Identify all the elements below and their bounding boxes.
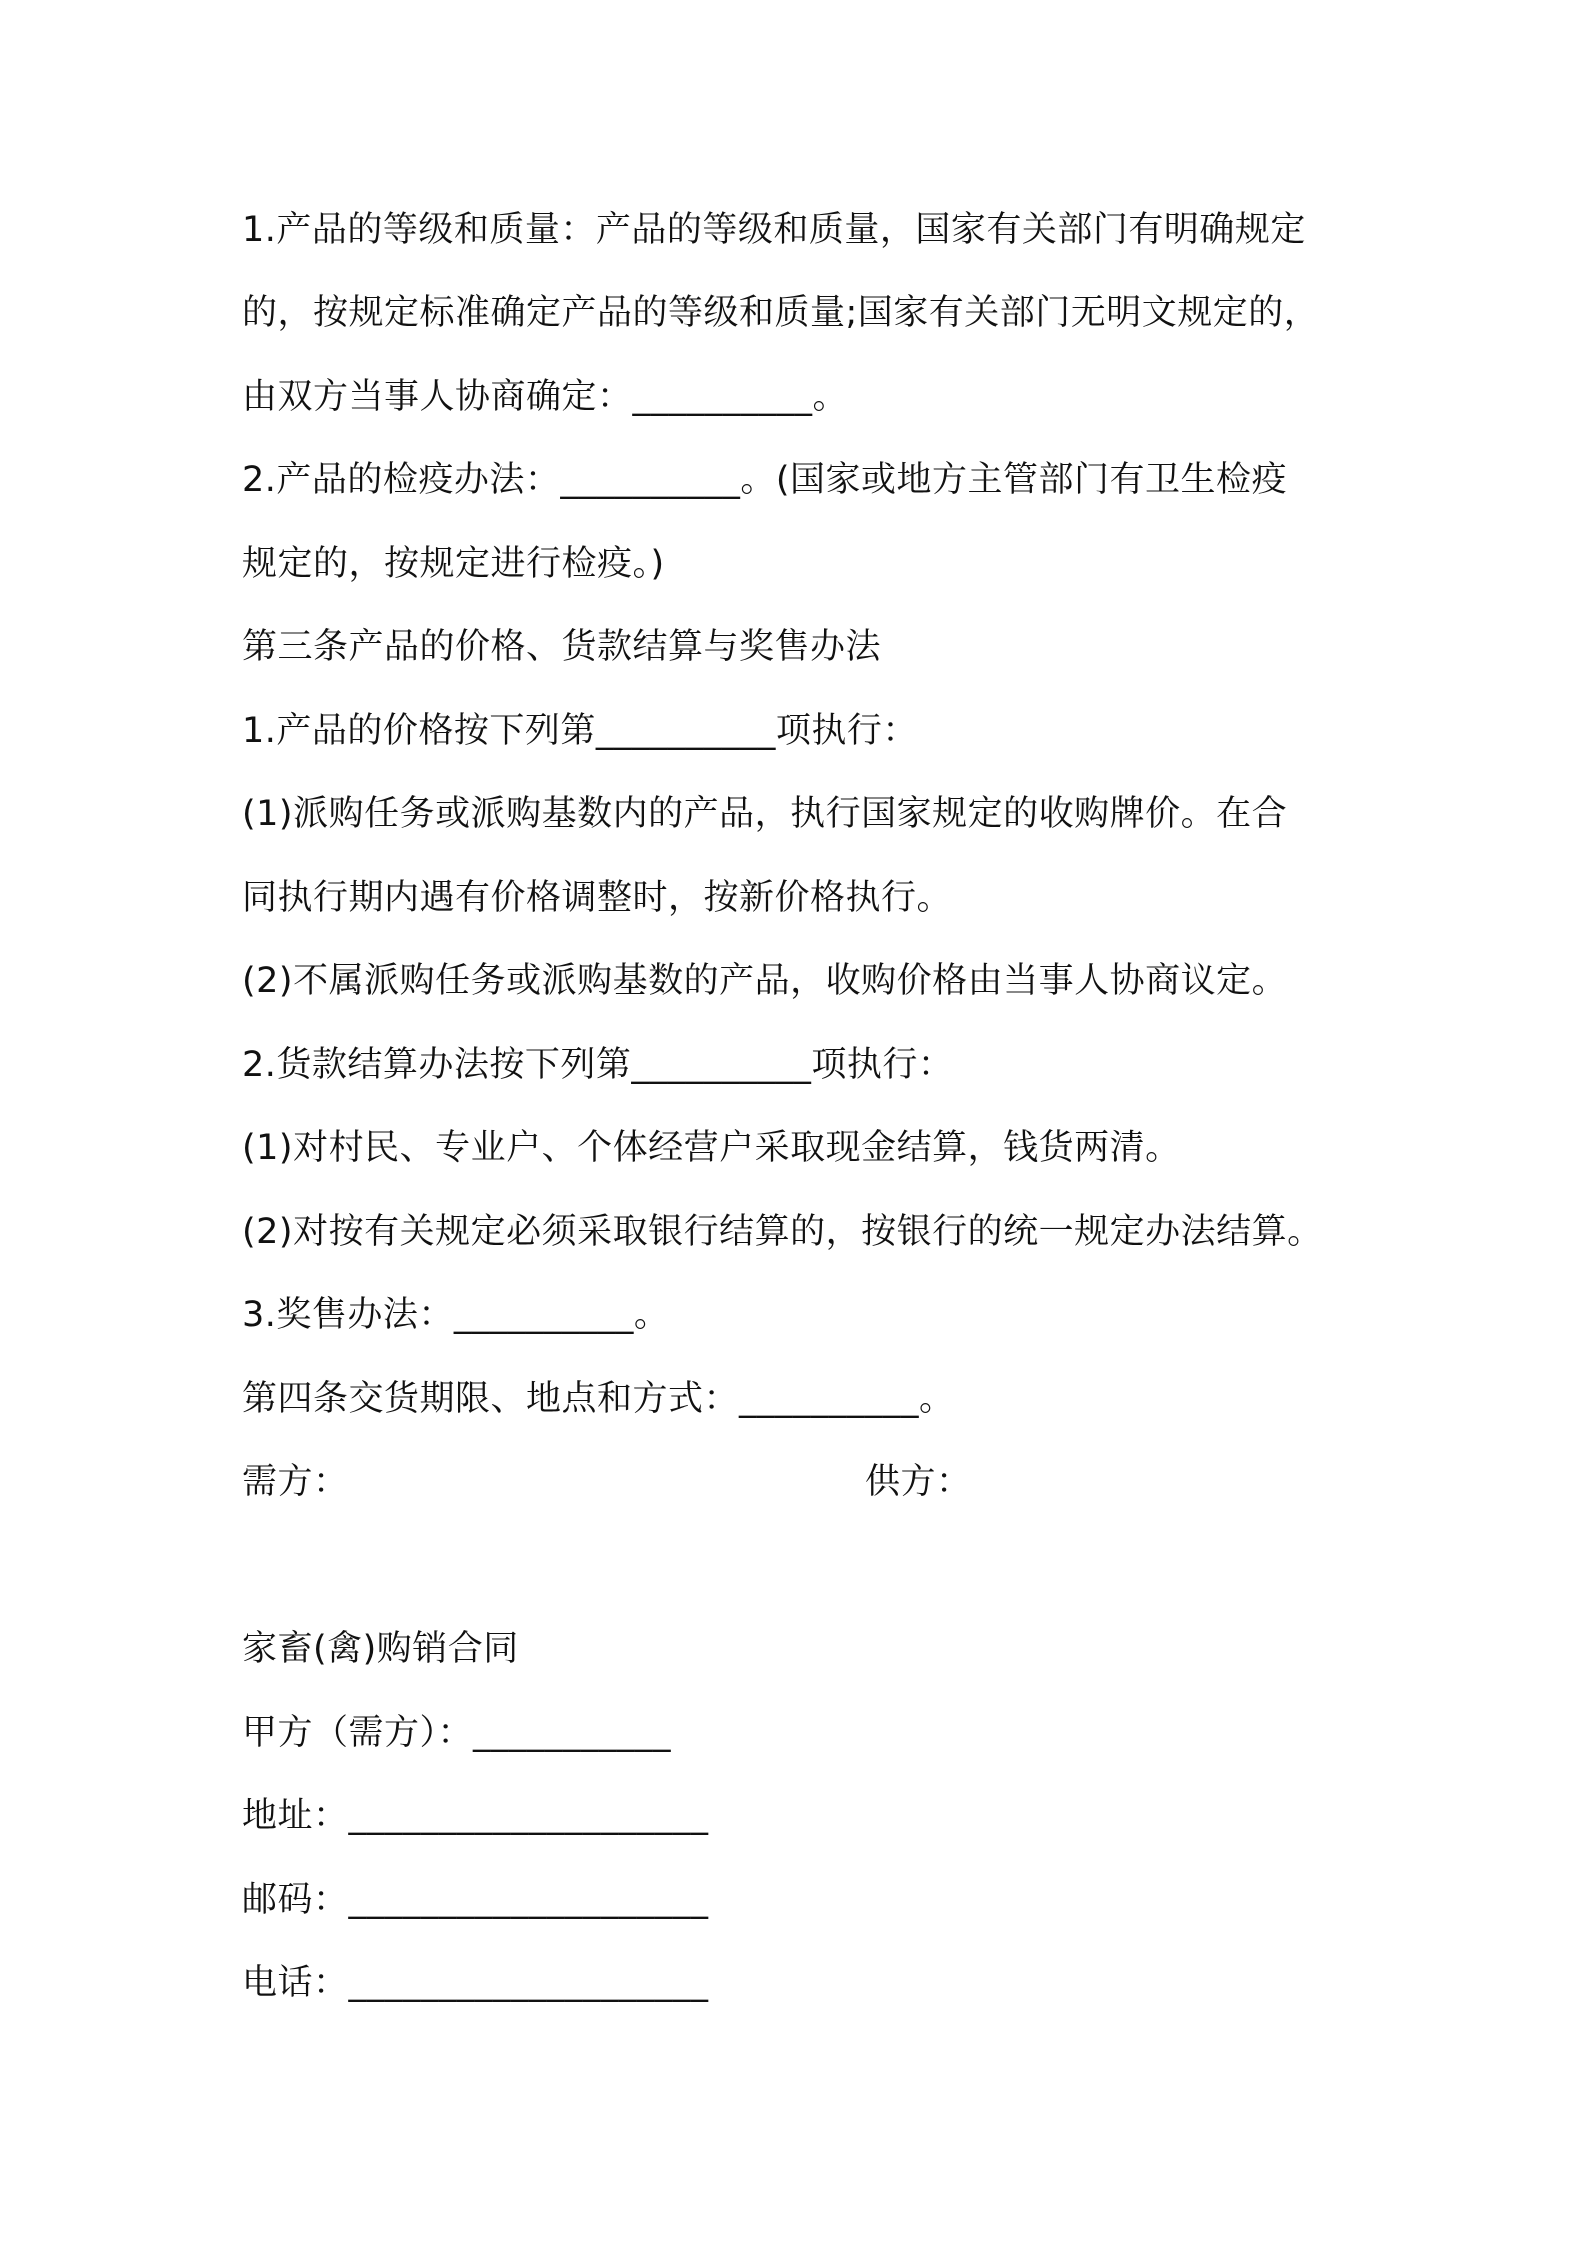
postcode-field: 邮码：____________________ [242, 1880, 709, 1920]
clause-line: (2)对按有关规定必须采取银行结算的，按银行的统一规定办法结算。 [242, 1212, 1323, 1252]
contract-title: 家畜(禽)购销合同 [242, 1629, 519, 1669]
article-heading: 第四条交货期限、地点和方式：__________。 [242, 1379, 955, 1419]
phone-field: 电话：____________________ [242, 1963, 709, 2003]
clause-line: (1)对村民、专业户、个体经营户采取现金结算，钱货两清。 [242, 1128, 1181, 1168]
seller-signature-label: 供方： [865, 1462, 972, 1502]
party-a-field: 甲方（需方）：___________ [242, 1713, 672, 1753]
clause-line: (1)派购任务或派购基数内的产品，执行国家规定的收购牌价。在合 [242, 794, 1288, 834]
buyer-signature-label: 需方： [242, 1462, 349, 1502]
clause-line: 由双方当事人协商确定：__________。 [242, 377, 849, 417]
clause-line: 2.产品的检疫办法：__________。(国家或地方主管部门有卫生检疫 [242, 460, 1288, 500]
clause-line: 1.产品的价格按下列第__________项执行： [242, 711, 918, 751]
clause-line: 规定的，按规定进行检疫。) [242, 544, 665, 584]
clause-line: 3.奖售办法：__________。 [242, 1295, 670, 1335]
article-heading: 第三条产品的价格、货款结算与奖售办法 [242, 627, 882, 667]
clause-line: (2)不属派购任务或派购基数的产品，收购价格由当事人协商议定。 [242, 961, 1288, 1001]
address-field: 地址：____________________ [242, 1796, 709, 1836]
clause-line: 同执行期内遇有价格调整时，按新价格执行。 [242, 878, 953, 918]
clause-line: 1.产品的等级和质量：产品的等级和质量，国家有关部门有明确规定 [242, 210, 1306, 250]
clause-line: 2.货款结算办法按下列第__________项执行： [242, 1045, 954, 1085]
clause-line: 的，按规定标准确定产品的等级和质量;国家有关部门无明文规定的， [242, 293, 1320, 333]
